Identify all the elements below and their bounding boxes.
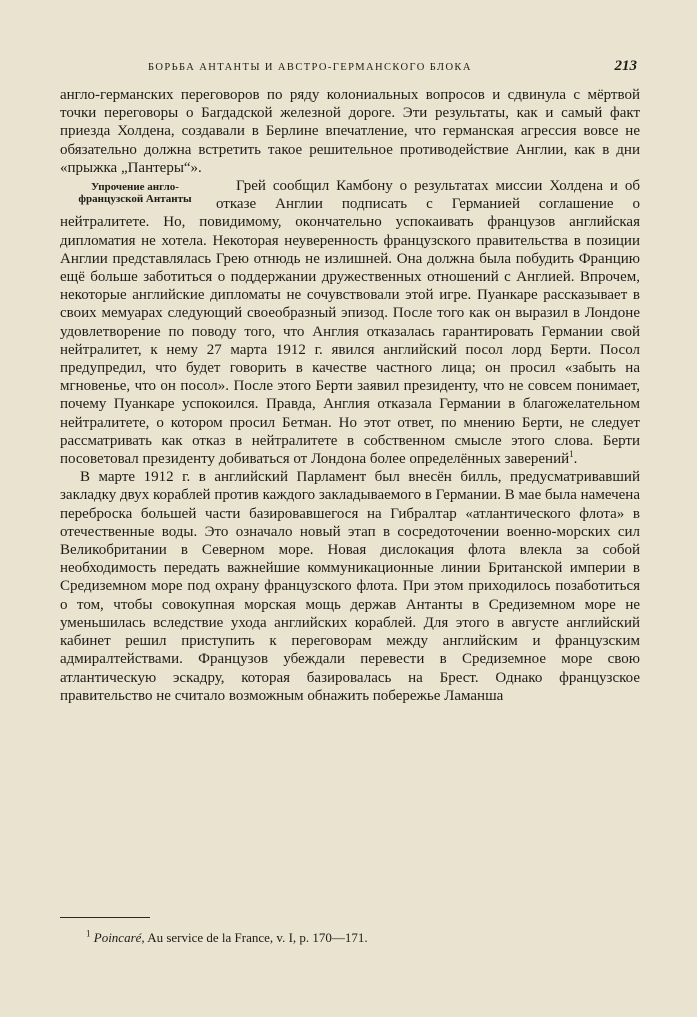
page-number: 213 — [614, 58, 637, 74]
body-text — [60, 86, 640, 705]
footnote-divider — [60, 917, 150, 918]
paragraph-3: В марте 1912 г. в английский Парламент был внесён билль, предусматривавший закладку двух кораблей против каждого закладываемого в Германии. В мае была намечена переброска большей части базировавшегося на Гибралтар «атлантического флота» в отечественные воды. Это означало новый этап в сосредоточении военно-морских сил Великобритании в Северном море. Новая дислокация флота влекла за собой необходимость передать важнейшие коммуникационные линии Британской империи в Средиземном море под охрану французского флота. При этом приходилось позаботиться о том, чтобы совокупная морская мощь держав Антанты в Средиземном море не уменьшилась вследствие ухода английских кораблей. Для этого в августе английский кабинет решил приступить к переговорам между английским и французским адмиралтействами. Французов убеждали перевести в Средиземное море свою атлантическую эскадру, которая базировалась на Брест. Однако французское правительство не считало возможным обнажить побережье Ламанша — [60, 469, 640, 704]
footnote-reference[interactable]: 1 — [569, 449, 574, 460]
paragraph-2: Упрочение англо-французской Антанты Грей сообщил Камбону о результатах миссии Холдена и об отказе Англии подписать с Германией соглашение о нейтралитете. Но, повидимому, окончательно успокаивать французов английская дипломатия не хотела. Некоторая неуверенность французского правительства в позиции Англии представлялась Грею отнюдь не излишней. Она должна была побудить Францию ещё больше заботиться о поддержании дружественных отношений с Англией. Впрочем, некоторые английские дипломаты не сочувствовали этой игре. Пуанкаре рассказывает в своих мемуарах следующий своеобразный эпизод. После того как он выразил в Лондоне удовлетворение по поводу того, что Англия отказалась гарантировать Германии свой нейтралитет, к нему 27 марта 1912 г. явился английский посол лорд Берти. Посол предупредил, что будет говорить в качестве частного лица; он просил «забыть на мгновенье, что он посол». После этого Берти заявил президенту, что не совсем понимает, почему Пуанкаре успокоился. Правда, Англия отказала Германии в благожелательном нейтралитете, о котором просил Бетман. Но этот ответ, по мнению Берти, не следует рассматривать как отказ в нейтралитете в собственном смысле этого слова. Берти посоветовал президенту добиваться от Лондона более определённых заверений$^1$. — [60, 178, 640, 468]
footnote-text: , Au service de la France, v. I, p. 170—171. — [141, 930, 368, 945]
margin-note: Упрочение англо-французской Антанты — [78, 181, 192, 206]
footnote — [86, 930, 646, 946]
footnote-marker: 1 — [86, 928, 91, 939]
footnote-author: Poincaré — [93, 930, 142, 945]
running-title: БОРЬБА АНТАНТЫ И АВСТРО-ГЕРМАНСКОГО БЛОКА — [148, 62, 472, 73]
paragraph-1: англо-германских переговоров по ряду колониальных вопросов и сдвинула с мёртвой точки переговоры о Багдадской железной дороге. Эти результаты, как и самый факт приезда Холдена, создавали в Берлине впечатление, что германская агрессия вовсе не обязательно должна встретить такое решительное противодействие Англии, как в дни «прыжка „Пантеры“». — [60, 87, 640, 176]
paragraph-2-text: Грей сообщил Камбону о результатах миссии Холдена и об отказе Англии подписать с Германией соглашение о нейтралитете. Но, повидимому, окончательно успокаивать французов английская дипломатия не хотела. Некоторая неуверенность французского правительства в позиции Англии представлялась Грею отнюдь не излишней. Она должна была побудить Францию ещё больше заботиться о поддержании дружественных отношений с Англией. Впрочем, некоторые английские дипломаты не сочувствовали этой игре. Пуанкаре рассказывает в своих мемуарах следующий своеобразный эпизод. После того как он выразил в Лондоне удовлетворение по поводу того, что Англия отказалась гарантировать Германии свой нейтралитет, к нему 27 марта 1912 г. явился английский посол лорд Берти. Посол предупредил, что будет говорить в качестве частного лица; он просил «забыть на мгновенье, что он посол». После этого Берти заявил президенту, что не совсем понимает, почему Пуанкаре успокоился. Правда, Англия отказала Германии в благожелательном нейтралитете, о котором просил Бетман. Но этот ответ, по мнению Берти, не следует рассматривать как отказ в нейтралитете в собственном смысле этого слова. Берти посоветовал президенту добиваться от Лондона более определённых заверений — [60, 178, 640, 468]
